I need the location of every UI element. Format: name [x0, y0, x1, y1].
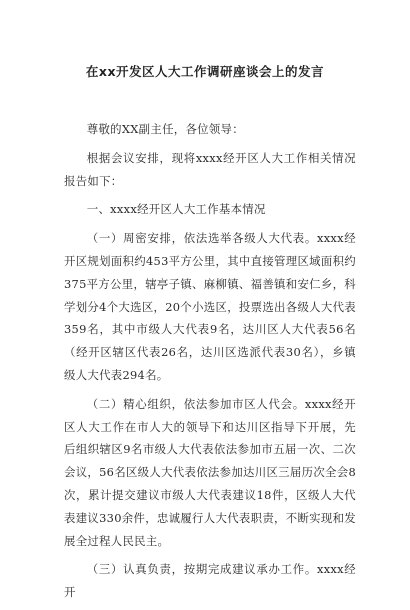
- body-paragraph-1: （一）周密安排，依法选举各级人大代表。xxxx经开区规划面积约453平方公里，其中直接管理区域面积约375平方公里，辖亭子镇、麻柳镇、福善镇和安仁乡，科学划分4个大选区，20个小选区，投票选出各级人大代表359名，其中市级人大代表9名，达川区人大代表56名（经开区辖区代表26名，达川区选派代表30名），乡镇级人大代表294名。: [64, 231, 356, 382]
- salutation: 尊敬的XX副主任，各位领导：: [86, 122, 244, 136]
- section-heading: 一、xxxx经开区人大工作基本情况: [86, 202, 266, 217]
- document-body: [64, 118, 356, 610]
- body-paragraph-3: （三）认真负责，按期完成建议承办工作。xxxx经开: [64, 562, 356, 600]
- document-title: 在xx开发区人大工作调研座谈会上的发言: [85, 64, 325, 79]
- body-paragraph-2: （二）精心组织，依法参加市区人代会。xxxx经开区人大工作在市人大的领导下和达川区指导下开展，先后组织辖区9名市级人大代表依法参加市五届一次、二次会议，56名区级人大代表依法参加达川区三届历次全会8次，累计提交建议市级人大代表建议18件，区级人大代表建议330余件，忠诚履行人大代表职责，不断实现和发展全过程人民民主。: [64, 396, 356, 548]
- intro-paragraph: 根据会议安排，现将xxxx经开区人大工作相关情况报告如下：: [64, 150, 356, 188]
